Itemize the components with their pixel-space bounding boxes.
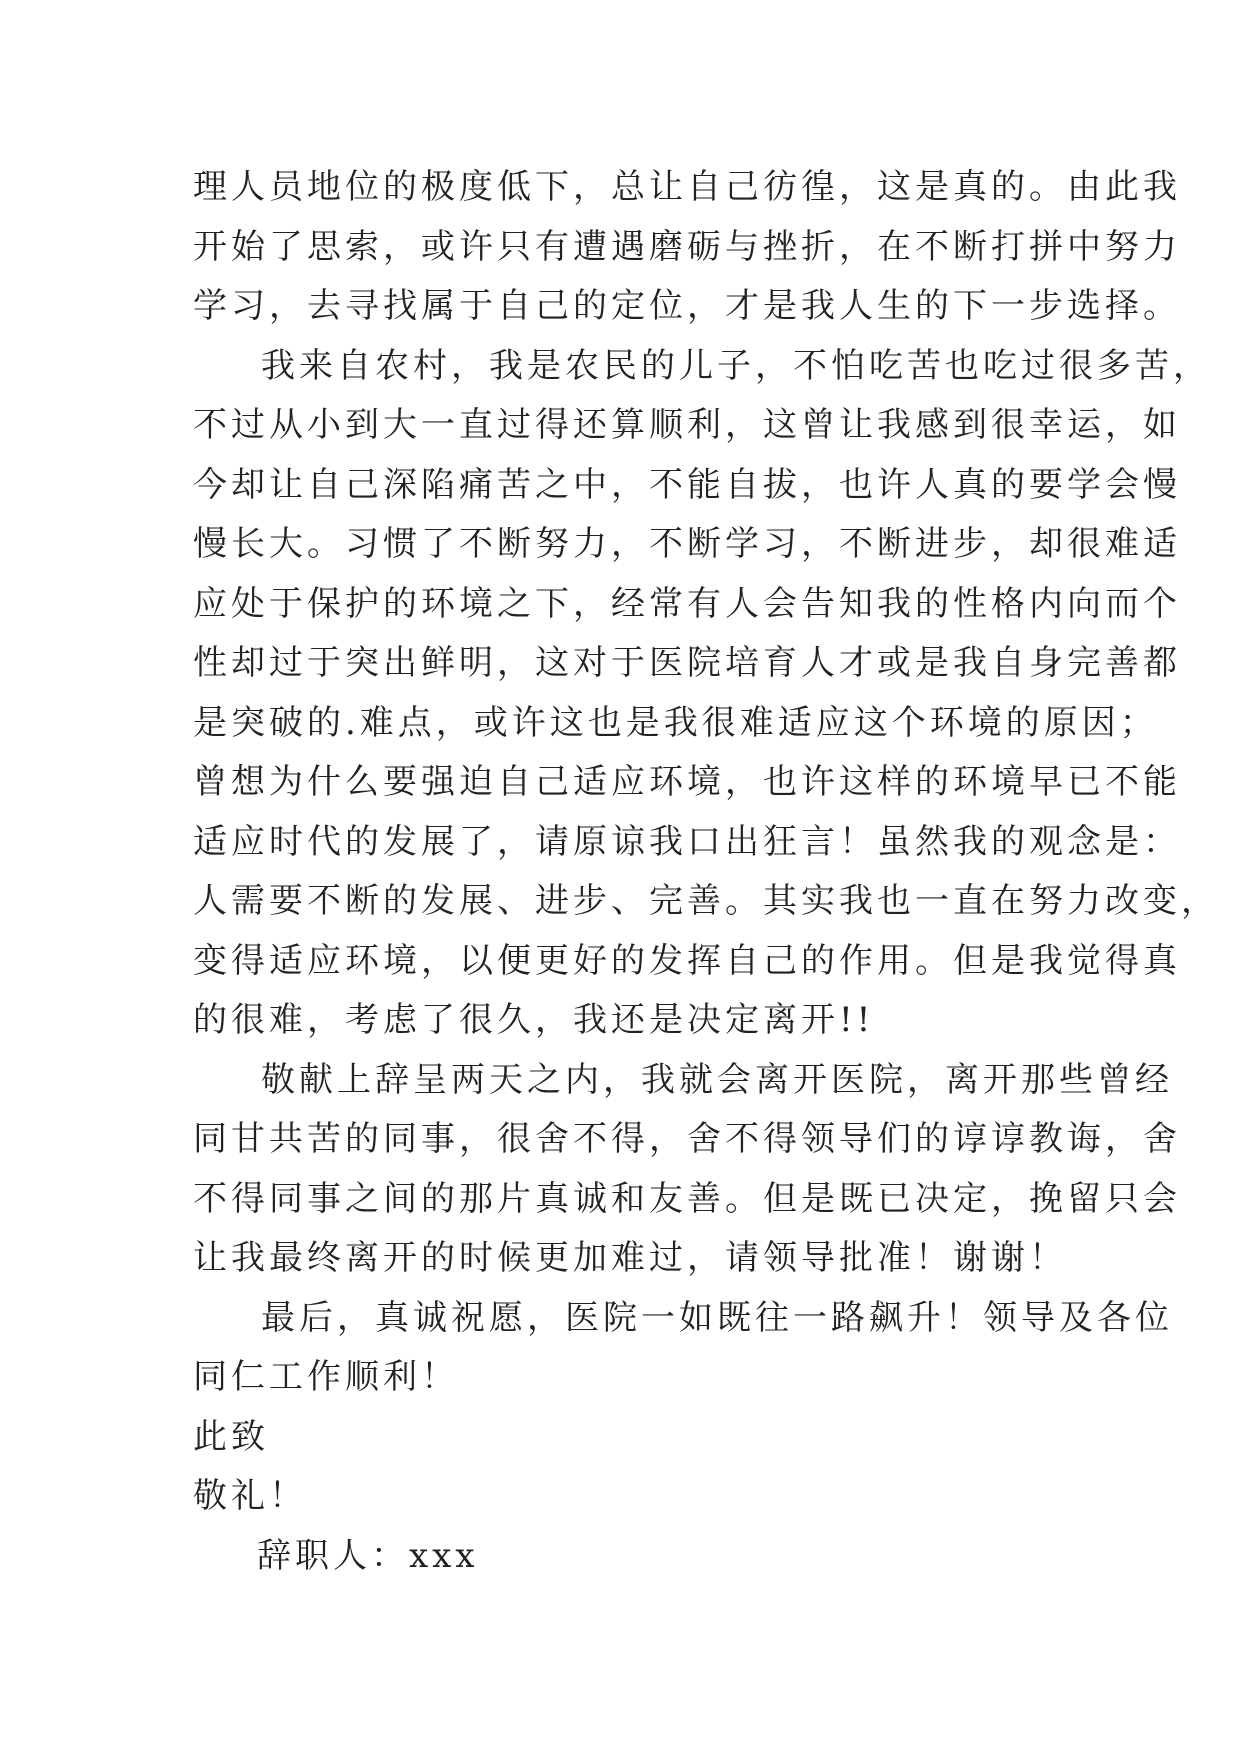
body-line: 慢长大。习惯了不断努力，不断学习，不断进步，却很难适 xyxy=(193,524,1181,564)
closing-salutation: 此致 xyxy=(193,1416,269,1457)
body-line: 学习，去寻找属于自己的定位，才是我人生的下一步选择。 xyxy=(193,286,1181,326)
body-line: 理人员地位的极度低下，总让自己彷徨，这是真的。由此我 xyxy=(193,167,1181,207)
body-line: 让我最终离开的时候更加难过，请领导批准！谢谢！ xyxy=(193,1238,1067,1278)
body-line: 性却过于突出鲜明，这对于医院培育人才或是我自身完善都 xyxy=(193,643,1181,683)
closing-regards: 敬礼！ xyxy=(193,1476,307,1516)
signature-line: 辞职人：xxx xyxy=(257,1535,479,1576)
body-line: 同仁工作顺利！ xyxy=(193,1357,459,1397)
body-line: 开始了思索，或许只有遭遇磨砺与挫折，在不断打拼中努力 xyxy=(193,226,1181,267)
body-line: 的很难，考虑了很久，我还是决定离开!! xyxy=(193,1000,875,1040)
letter-body xyxy=(193,158,1219,1586)
body-line: 是突破的.难点，或许这也是我很难适应这个环境的原因； xyxy=(193,702,1158,743)
body-line: 曾想为什么要强迫自己适应环境，也许这样的环境早已不能 xyxy=(193,762,1181,802)
body-line: 不得同事之间的那片真诚和友善。但是既已决定，挽留只会 xyxy=(193,1178,1181,1219)
paragraph-start-line: 我来自农村，我是农民的儿子，不怕吃苦也吃过很多苦， xyxy=(261,345,1211,386)
body-line: 应处于保护的环境之下，经常有人会告知我的性格内向而个 xyxy=(193,583,1181,624)
body-line: 今却让自己深陷痛苦之中，不能自拔，也许人真的要学会慢 xyxy=(193,464,1181,505)
body-line: 人需要不断的发展、进步、完善。其实我也一直在努力改变， xyxy=(193,881,1219,921)
paragraph-start-line: 敬献上辞呈两天之内，我就会离开医院，离开那些曾经 xyxy=(261,1059,1173,1100)
body-line: 变得适应环境，以便更好的发挥自己的作用。但是我觉得真 xyxy=(193,940,1181,981)
body-line: 不过从小到大一直过得还算顺利，这曾让我感到很幸运，如 xyxy=(193,405,1181,445)
body-line: 同甘共苦的同事，很舍不得，舍不得领导们的谆谆教诲，舍 xyxy=(193,1119,1181,1159)
paragraph-start-line: 最后，真诚祝愿，医院一如既往一路飙升！领导及各位 xyxy=(261,1297,1173,1338)
body-line: 适应时代的发展了，请原谅我口出狂言！虽然我的观念是： xyxy=(193,821,1181,862)
